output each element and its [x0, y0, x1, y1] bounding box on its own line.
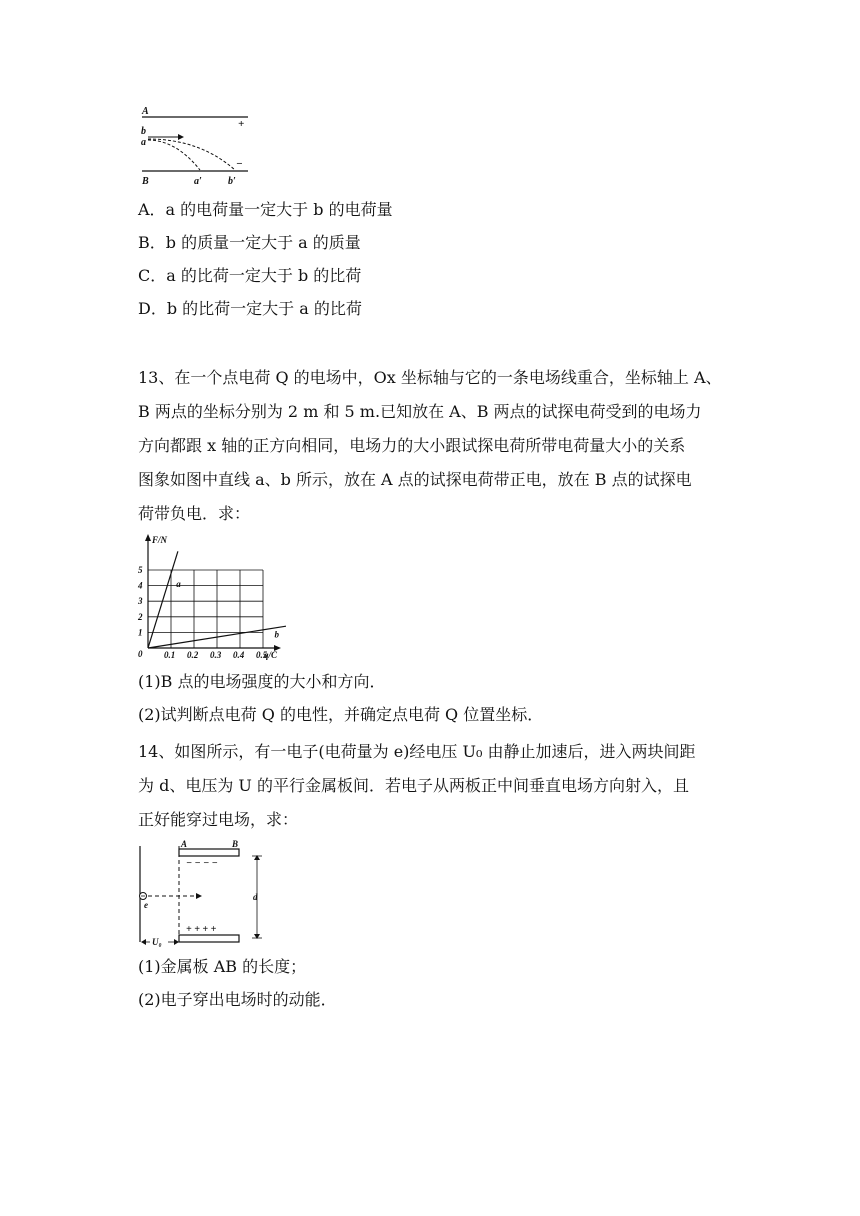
x-tick-label: 0.1 — [164, 650, 176, 660]
negative-charges: − − − − — [186, 858, 218, 869]
q14-sub1: (1)金属板 AB 的长度； — [138, 957, 307, 976]
voltage-label: U₀ — [152, 937, 162, 947]
force-charge-chart — [136, 532, 286, 660]
u0-arrow-right-icon — [174, 939, 179, 945]
plate-b-label: B — [142, 176, 149, 186]
u0-arrow-left-icon — [141, 939, 146, 945]
chart-grid — [148, 570, 263, 648]
question-13 — [138, 361, 728, 531]
series-label-a: a — [176, 579, 181, 590]
q14-line: 为 d、电压为 U 的平行金属板间．若电子从两板正中间垂直电场方向射入，且 — [138, 776, 689, 795]
x-axis-label: q/C — [264, 650, 278, 660]
plate-b — [179, 935, 239, 942]
q13-sub1: (1)B 点的电场强度的大小和方向． — [138, 672, 386, 691]
y-axis-label: F/N — [152, 535, 168, 545]
plate-a-label: A — [181, 839, 188, 849]
y-tick-label: 2 — [138, 611, 143, 622]
positive-charges: + + + + — [186, 924, 217, 935]
plate-a — [179, 849, 239, 856]
plate-a-label: A — [142, 106, 149, 117]
q14-sub2: (2)电子穿出电场时的动能． — [138, 990, 337, 1009]
figure-electron-plates — [134, 838, 274, 950]
particle-a-label: a — [141, 137, 146, 148]
q14-line: 正好能穿过电场，求： — [138, 810, 299, 829]
arrow-head-icon — [178, 134, 184, 140]
q13-line: 荷带负电．求： — [138, 504, 251, 523]
q13-line: 方向都跟 x 轴的正方向相同，电场力的大小跟试探电荷所带电荷量大小的关系 — [138, 436, 686, 455]
y-tick-label: 5 — [138, 565, 143, 575]
distance-label: d — [253, 892, 258, 902]
y-axis-arrow-icon — [145, 534, 151, 541]
x-tick-label: 0.2 — [187, 650, 199, 660]
x-tick-label: 0.3 — [210, 650, 222, 660]
q14-line: 14、如图所示，有一电子(电荷量为 e)经电压 U₀ 由静止加速后，进入两块间距 — [138, 742, 696, 761]
trajectory-b — [148, 139, 235, 170]
series-line-a — [148, 551, 178, 648]
option-c: C．a 的比荷一定大于 b 的比荷 — [138, 266, 362, 285]
landing-b-label: b′ — [228, 176, 236, 186]
y-tick-label: 1 — [138, 627, 143, 638]
electron-label: e — [144, 900, 148, 910]
minus-sign: − — [236, 158, 243, 170]
landing-a-label: a′ — [194, 176, 202, 186]
plate-b-label: B — [232, 839, 239, 849]
q13-line: 13、在一个点电荷 Q 的电场中，Ox 坐标轴与它的一条电场线重合，坐标轴上 A、 — [138, 368, 722, 387]
q13-line: 图象如图中直线 a、b 所示，放在 A 点的试探电荷带正电，放在 B 点的试探电 — [138, 470, 692, 489]
path-arrow-icon — [196, 893, 202, 899]
figure-deflection-plates — [138, 104, 258, 186]
option-b: B．b 的质量一定大于 a 的质量 — [138, 233, 361, 252]
trajectory-a — [148, 140, 200, 170]
option-d: D．b 的比荷一定大于 a 的比荷 — [138, 299, 362, 318]
y-tick-label: 3 — [138, 596, 143, 607]
q13-line: B 两点的坐标分别为 2 m 和 5 m.已知放在 A、B 两点的试探电荷受到的电场力 — [138, 402, 702, 421]
option-a: A．a 的电荷量一定大于 b 的电荷量 — [138, 200, 393, 219]
y-tick-label: 4 — [138, 580, 143, 591]
q13-sub2: (2)试判断点电荷 Q 的电性，并确定点电荷 Q 位置坐标． — [138, 705, 544, 724]
origin-label: 0 — [138, 649, 143, 659]
x-tick-label: 0.4 — [233, 650, 245, 660]
plus-sign: + — [238, 118, 245, 130]
question-14 — [138, 735, 728, 837]
particle-b-label: b — [141, 126, 146, 137]
series-label-b: b — [274, 629, 279, 640]
x-tick-label: 0.5 — [256, 650, 268, 660]
